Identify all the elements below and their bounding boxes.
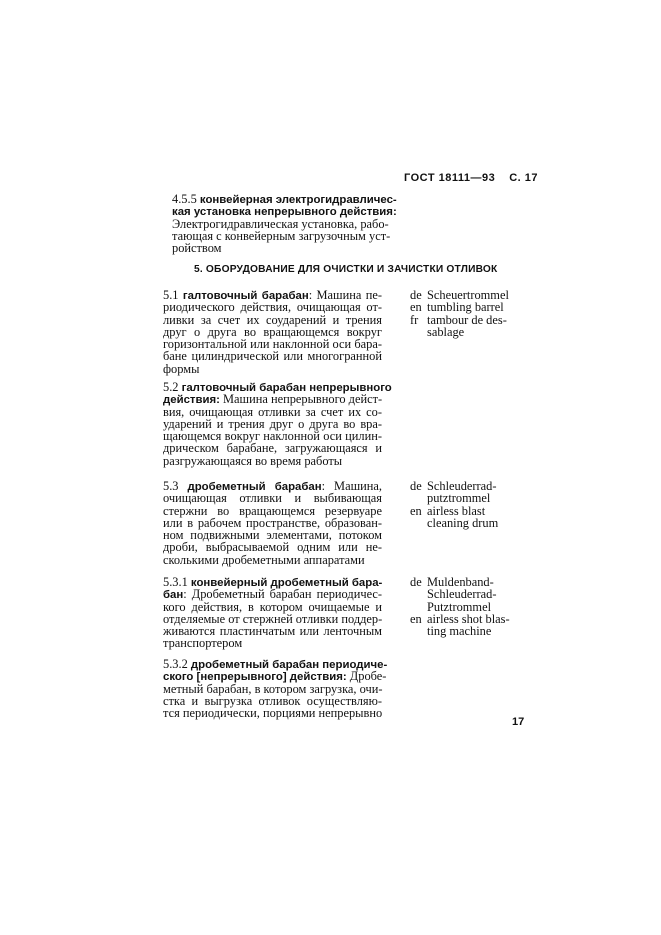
section-title: 5. ОБОРУДОВАНИЕ ДЛЯ ОЧИСТКИ И ЗАЧИСТКИ ОТЛИВОК [194, 264, 498, 275]
text-line [172, 192, 397, 206]
language-code: en [410, 503, 422, 518]
definition-text: сколькими дробеметными аппаратами [163, 552, 365, 567]
equivalent-term: Schleuderrad- [427, 479, 497, 493]
language-code: de [410, 479, 422, 493]
definition-text: 5.1 [163, 288, 183, 302]
definition-text: Электрогидравлическая установка, рабо- [172, 216, 389, 231]
definition-text: ударений и трения друг о друга во вра- [163, 416, 382, 431]
definition-text: очищающая отливки и выбивающая [163, 491, 382, 506]
definition-text: : Дробеметный барабан периодичес- [183, 587, 382, 602]
language-code: de [410, 575, 422, 589]
definition-text: бане цилиндрической или многогранной [163, 349, 382, 364]
equivalent-term: tumbling barrel [427, 300, 504, 315]
definition-text: стка и выгрузка отливок осуществляю- [163, 693, 382, 708]
term-name: ского [непрерывного] действия: [163, 671, 347, 684]
term-name: дробеметный барабан периодиче- [190, 659, 388, 671]
definition-text: вия, очищающая отливки за счет их со- [163, 404, 382, 419]
definition-text: риодического действия, очищающая от- [163, 300, 382, 315]
equivalent-term: ting machine [427, 624, 492, 639]
term-name: галтовочный барабан [182, 290, 309, 302]
definition-text: : Машина, [321, 479, 382, 493]
term-5-3 [163, 480, 382, 566]
term-5-3-2 [163, 657, 388, 721]
language-code: en [410, 611, 422, 626]
equivalent-row [410, 517, 498, 529]
text-line [163, 707, 382, 719]
definition-text: живаются пластинчатым или ленточным [163, 624, 382, 639]
equivalent-term: airless blast [427, 503, 486, 518]
equivalent-term: airless shot blas- [427, 611, 510, 626]
definition-text: 4.5.5 [172, 192, 200, 206]
term-name: галтовочный барабан непрерывного [181, 382, 392, 394]
definition-text: метный барабан, в котором загрузка, очи- [163, 681, 383, 696]
language-code: de [410, 288, 422, 302]
term-name: дробеметный барабан [187, 481, 322, 493]
language-code: fr [410, 312, 419, 327]
definition-text: щающемся вокруг наклонной оси цилин- [163, 429, 382, 444]
term-name: конвейерная электрогидравличес- [199, 194, 397, 206]
text-line [163, 363, 382, 375]
definition-text: кого действия, в котором очищаемые и [163, 599, 382, 614]
definition-text: или в рабочем пространстве, образован- [163, 515, 382, 530]
equivalents-5-1 [410, 289, 509, 338]
definition-text: : Машина пе- [308, 288, 382, 302]
term-5-3-1 [163, 576, 382, 650]
equivalent-term: Schleuderrad- [427, 587, 497, 602]
equivalent-term: cleaning drum [427, 515, 499, 530]
definition-text: формы [163, 361, 200, 376]
definition-text: 5.2 [163, 380, 182, 394]
language-code [410, 326, 427, 338]
equivalent-term: Putztrommel [427, 599, 492, 614]
definition-text: ройством [172, 241, 222, 256]
definition-text: горизонтальной или наклонной оси бара- [163, 337, 382, 352]
term-name: конвейерный дробеметный бара- [190, 577, 383, 589]
text-line [163, 637, 382, 649]
term-name: кая установка непрерывного действия: [172, 206, 397, 219]
equivalents-5-3 [410, 480, 498, 529]
equivalent-row [410, 326, 509, 338]
text-line [163, 554, 382, 566]
equivalent-term: putztrommel [427, 491, 491, 506]
definition-text: Машина непрерывного дейст- [219, 392, 383, 407]
definition-text: Дробе- [346, 669, 387, 684]
definition-text: отделяемые от стержней отливки поддер- [163, 611, 383, 626]
page-number: 17 [512, 716, 525, 728]
term-name: бан [163, 589, 184, 602]
language-code: en [410, 300, 422, 315]
language-code [410, 588, 427, 600]
equivalent-row [410, 301, 509, 313]
definition-text: 5.3.1 [163, 575, 191, 589]
equivalent-row [410, 625, 510, 637]
equivalent-term: sablage [427, 324, 465, 339]
equivalent-term: tambour de des- [427, 312, 507, 327]
term-name: действия: [163, 394, 220, 407]
term-5-1 [163, 289, 382, 375]
language-code [410, 492, 427, 504]
equivalent-row [410, 588, 510, 600]
standard-designation: ГОСТ 18111—93 [404, 172, 496, 184]
definition-text: стержни во вращающемся резервуаре [163, 503, 382, 518]
definition-text: ном подвижными элементами, потоком [163, 528, 382, 543]
equivalents-5-3-1 [410, 576, 510, 637]
definition-text: 5.3.2 [163, 657, 191, 671]
equivalent-row [410, 492, 498, 504]
language-code [410, 517, 427, 529]
entry-4-5-5 [172, 192, 397, 256]
header-page-number: С. 17 [509, 172, 538, 184]
definition-text: разгружающаяся во время работы [163, 453, 343, 468]
definition-text: 5.3 [163, 479, 188, 493]
definition-text: друг о друга во вращающемся вокруг [163, 324, 382, 339]
definition-text: тся периодически, порциями непрерывно [163, 706, 383, 721]
equivalent-term: Scheuertrommel [427, 288, 509, 302]
definition-text: тающая с конвейерным загрузочным уст- [172, 228, 391, 243]
definition-text: транспортером [163, 636, 243, 651]
definition-text: дрическом барабане, загружающаяся и [163, 441, 382, 456]
page-header [404, 172, 538, 184]
definition-text: ливки за счет их соударений и трения [163, 312, 382, 327]
language-code [410, 625, 427, 637]
text-line [172, 242, 382, 254]
equivalent-term: Muldenband- [427, 575, 494, 589]
term-5-2 [163, 380, 392, 468]
definition-text: дроби, выбрасываемой одним или не- [163, 540, 382, 555]
text-line [163, 455, 382, 467]
